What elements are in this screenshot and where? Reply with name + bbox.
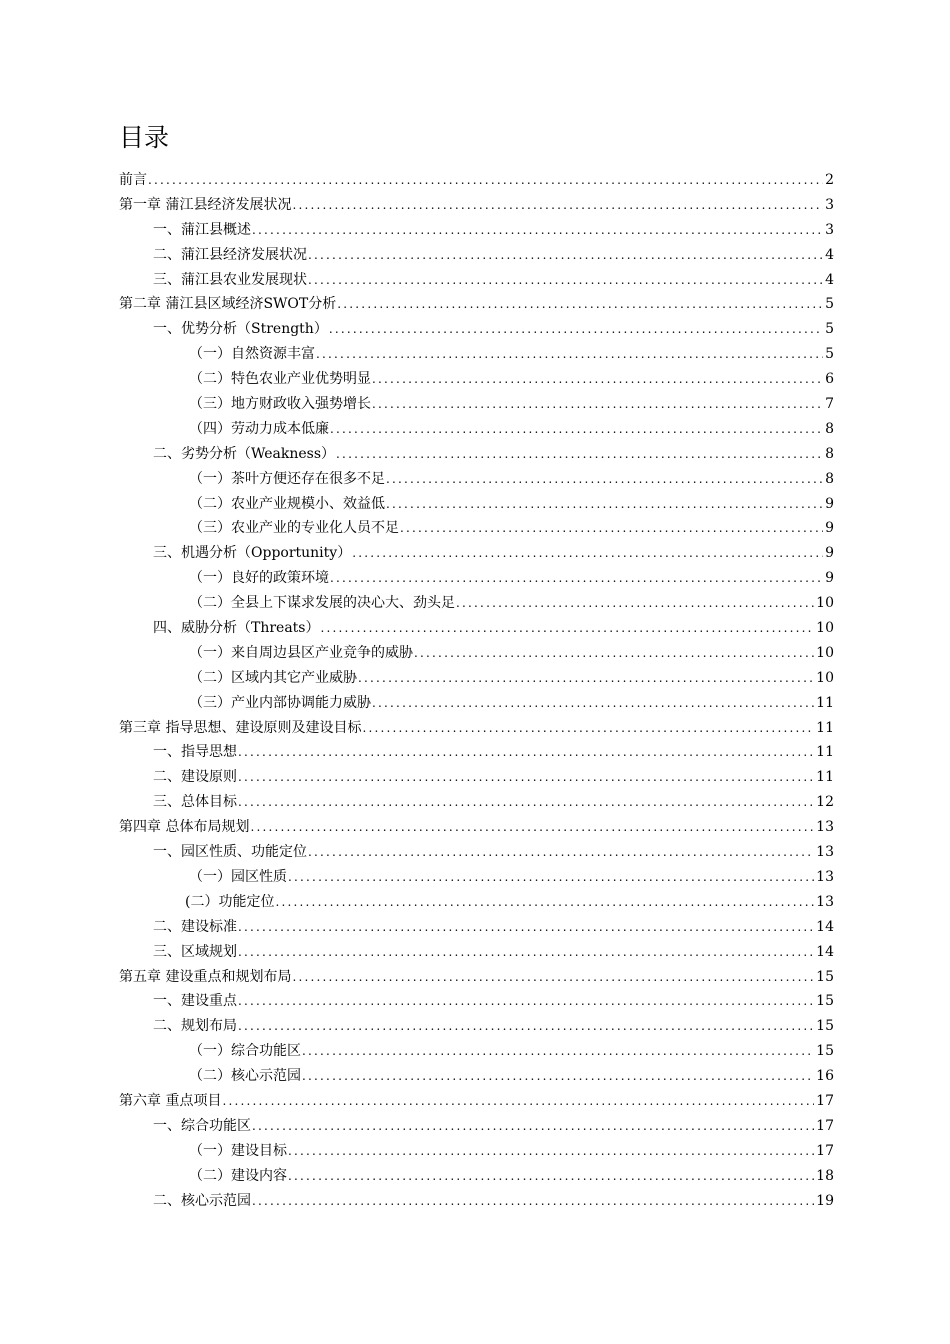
toc-entry-label: 一、综合功能区 [153,1117,251,1134]
toc-entry-label: （二）农业产业规模小、效益低 [189,495,385,512]
toc-entry[interactable] [119,1064,834,1089]
toc-page-number: 10 [816,620,834,637]
toc-leader-dots [308,840,814,865]
toc-leader-dots [372,691,814,716]
toc-entry-label: （二）区域内其它产业威胁 [189,669,357,686]
toc-entry[interactable] [119,218,834,243]
toc-page-number: 10 [816,644,834,661]
toc-page-number: 2 [825,172,834,188]
toc-entry-label: （二）全县上下谋求发展的决心大、劲头足 [189,595,455,612]
toc-leader-dots [288,1139,814,1164]
toc-page-number: 8 [825,420,834,437]
toc-leader-dots [308,268,823,293]
toc-page-number: 11 [816,719,834,736]
toc-entry-label: （一）自然资源丰富 [189,346,315,363]
toc-page-number: 5 [825,296,834,313]
toc-entry[interactable] [119,815,834,840]
toc-entry-label: 三、总体目标 [153,794,237,811]
toc-entry[interactable] [119,1189,834,1214]
toc-page-number: 14 [816,918,834,935]
toc-entry-label: 三、蒲江县农业发展现状 [153,271,307,288]
toc-entry-label: 四、威胁分析（Threats） [153,620,320,637]
toc-entry-label: 一、建设重点 [153,993,237,1010]
toc-page-number: 4 [825,271,834,288]
toc-entry[interactable] [119,591,834,616]
toc-entry[interactable] [119,342,834,367]
toc-entry[interactable] [119,1039,834,1064]
toc-leader-dots [400,516,823,541]
toc-leader-dots [336,442,823,467]
toc-page-number: 17 [816,1117,834,1134]
toc-entry-label: （二）建设内容 [189,1167,287,1184]
toc-entry[interactable] [119,367,834,392]
table-of-contents [119,168,834,1213]
toc-leader-dots [302,1039,814,1064]
toc-entry-label: (二）功能定位 [185,893,275,910]
toc-entry[interactable] [119,566,834,591]
toc-entry-label: 二、核心示范园 [153,1192,251,1209]
toc-page-number: 14 [816,943,834,960]
toc-entry[interactable] [119,516,834,541]
toc-entry-label: 第六章 重点项目 [119,1092,222,1109]
toc-entry[interactable] [119,168,834,193]
toc-page-number: 15 [816,1043,834,1060]
toc-entry-label: 前言 [119,172,147,188]
toc-entry-label: 二、劣势分析（Weakness） [153,445,336,462]
toc-entry[interactable] [119,915,834,940]
toc-entry[interactable] [119,1164,834,1189]
toc-leader-dots [238,1014,814,1039]
toc-leader-dots [316,342,823,367]
toc-page-number: 13 [816,868,834,885]
toc-entry[interactable] [119,666,834,691]
toc-page-number: 3 [825,221,834,238]
toc-entry[interactable] [119,890,834,915]
toc-page-number: 16 [816,1068,834,1085]
toc-entry-label: （一）综合功能区 [189,1043,301,1060]
toc-entry[interactable] [119,292,834,317]
toc-entry[interactable] [119,641,834,666]
toc-entry[interactable] [119,1089,834,1114]
toc-page-number: 11 [816,694,834,711]
toc-entry[interactable] [119,243,834,268]
toc-page-number: 17 [816,1142,834,1159]
toc-leader-dots [386,492,823,517]
toc-leader-dots [330,417,823,442]
toc-leader-dots [321,616,815,641]
toc-entry-label: （一）良好的政策环境 [189,570,329,587]
toc-entry-label: 一、蒲江县概述 [153,221,251,238]
toc-page-number: 12 [816,794,834,811]
toc-leader-dots [372,392,823,417]
toc-leader-dots [148,168,823,193]
toc-page-number: 13 [816,893,834,910]
toc-page-number: 5 [825,321,834,338]
toc-leader-dots [372,367,823,392]
toc-entry-label: （一）建设目标 [189,1142,287,1159]
toc-leader-dots [238,740,814,765]
toc-leader-dots [238,989,814,1014]
toc-entry-label: 第五章 建设重点和规划布局 [119,968,292,985]
toc-entry-label: （三）农业产业的专业化人员不足 [189,520,399,537]
toc-entry-label: 二、建设标准 [153,918,237,935]
toc-page-number: 4 [825,246,834,263]
toc-page-number: 17 [816,1092,834,1109]
toc-entry[interactable] [119,616,834,641]
toc-page-number: 7 [825,396,834,413]
toc-entry[interactable] [119,392,834,417]
toc-leader-dots [275,890,814,915]
toc-entry[interactable] [119,716,834,741]
toc-entry[interactable] [119,989,834,1014]
toc-entry[interactable] [119,865,834,890]
toc-entry-label: 三、机遇分析（Opportunity） [153,545,352,562]
toc-leader-dots [308,243,823,268]
toc-entry-label: （一）园区性质 [189,868,287,885]
toc-entry[interactable] [119,467,834,492]
toc-title: 目录 [119,123,170,152]
toc-leader-dots [288,865,814,890]
toc-page-number: 19 [816,1192,834,1209]
toc-entry[interactable] [119,317,834,342]
toc-entry[interactable] [119,541,834,566]
toc-entry-label: 二、蒲江县经济发展状况 [153,246,307,263]
toc-entry-label: （二）核心示范园 [189,1068,301,1085]
toc-leader-dots [238,915,814,940]
toc-leader-dots [358,666,814,691]
toc-leader-dots [329,317,823,342]
toc-entry-label: 二、规划布局 [153,1018,237,1035]
toc-leader-dots [337,292,823,317]
toc-leader-dots [330,566,823,591]
toc-page-number: 15 [816,1018,834,1035]
toc-entry[interactable] [119,740,834,765]
toc-page-number: 8 [825,445,834,462]
toc-entry-label: （二）特色农业产业优势明显 [189,371,371,388]
toc-entry[interactable] [119,790,834,815]
toc-entry[interactable] [119,940,834,965]
toc-entry-label: 三、区域规划 [153,943,237,960]
toc-page-number: 9 [825,495,834,512]
toc-entry[interactable] [119,442,834,467]
toc-page-number: 11 [816,769,834,786]
toc-leader-dots [302,1064,814,1089]
toc-leader-dots [362,716,814,741]
toc-entry[interactable] [119,492,834,517]
toc-page-number: 18 [816,1167,834,1184]
toc-leader-dots [292,193,823,218]
toc-entry-label: 一、指导思想 [153,744,237,761]
toc-leader-dots [414,641,814,666]
toc-leader-dots [352,541,823,566]
toc-leader-dots [238,790,814,815]
toc-entry[interactable] [119,1114,834,1139]
toc-leader-dots [288,1164,814,1189]
toc-entry[interactable] [119,965,834,990]
toc-leader-dots [250,815,814,840]
toc-leader-dots [252,218,823,243]
toc-entry[interactable] [119,1014,834,1039]
toc-entry-label: （四）劳动力成本低廉 [189,420,329,437]
toc-page-number: 13 [816,844,834,861]
toc-entry-label: （一）来自周边县区产业竞争的威胁 [189,644,413,661]
toc-page-number: 3 [825,196,834,213]
toc-leader-dots [292,965,814,990]
toc-entry[interactable] [119,1139,834,1164]
toc-page-number: 9 [825,520,834,537]
toc-entry-label: 第三章 指导思想、建设原则及建设目标 [119,719,362,736]
toc-leader-dots [238,940,814,965]
toc-entry[interactable] [119,840,834,865]
toc-entry-label: （三）地方财政收入强势增长 [189,396,371,413]
toc-entry-label: （一）茶叶方便还存在很多不足 [189,470,385,487]
toc-entry-label: 二、建设原则 [153,769,237,786]
toc-entry-label: 第四章 总体布局规划 [119,819,250,836]
toc-page-number: 11 [816,744,834,761]
toc-entry-label: 一、园区性质、功能定位 [153,844,307,861]
toc-entry[interactable] [119,193,834,218]
toc-page-number: 8 [825,470,834,487]
toc-entry-label: （三）产业内部协调能力威胁 [189,694,371,711]
toc-page-number: 10 [816,595,834,612]
toc-entry[interactable] [119,417,834,442]
toc-page-number: 15 [816,968,834,985]
toc-entry-label: 第一章 蒲江县经济发展状况 [119,196,292,213]
toc-page-number: 13 [816,819,834,836]
toc-page-number: 9 [825,545,834,562]
toc-leader-dots [252,1189,814,1214]
toc-page-number: 9 [825,570,834,587]
toc-leader-dots [456,591,814,616]
toc-leader-dots [222,1089,814,1114]
toc-leader-dots [386,467,823,492]
toc-entry-label: 第二章 蒲江县区域经济SWOT分析 [119,296,337,313]
toc-entry[interactable] [119,268,834,293]
toc-page-number: 10 [816,669,834,686]
toc-leader-dots [238,765,814,790]
toc-entry[interactable] [119,765,834,790]
toc-entry-label: 一、优势分析（Strength） [153,321,328,338]
toc-entry[interactable] [119,691,834,716]
toc-page-number: 6 [825,371,834,388]
toc-page-number: 15 [816,993,834,1010]
toc-page-number: 5 [825,346,834,363]
toc-leader-dots [252,1114,814,1139]
